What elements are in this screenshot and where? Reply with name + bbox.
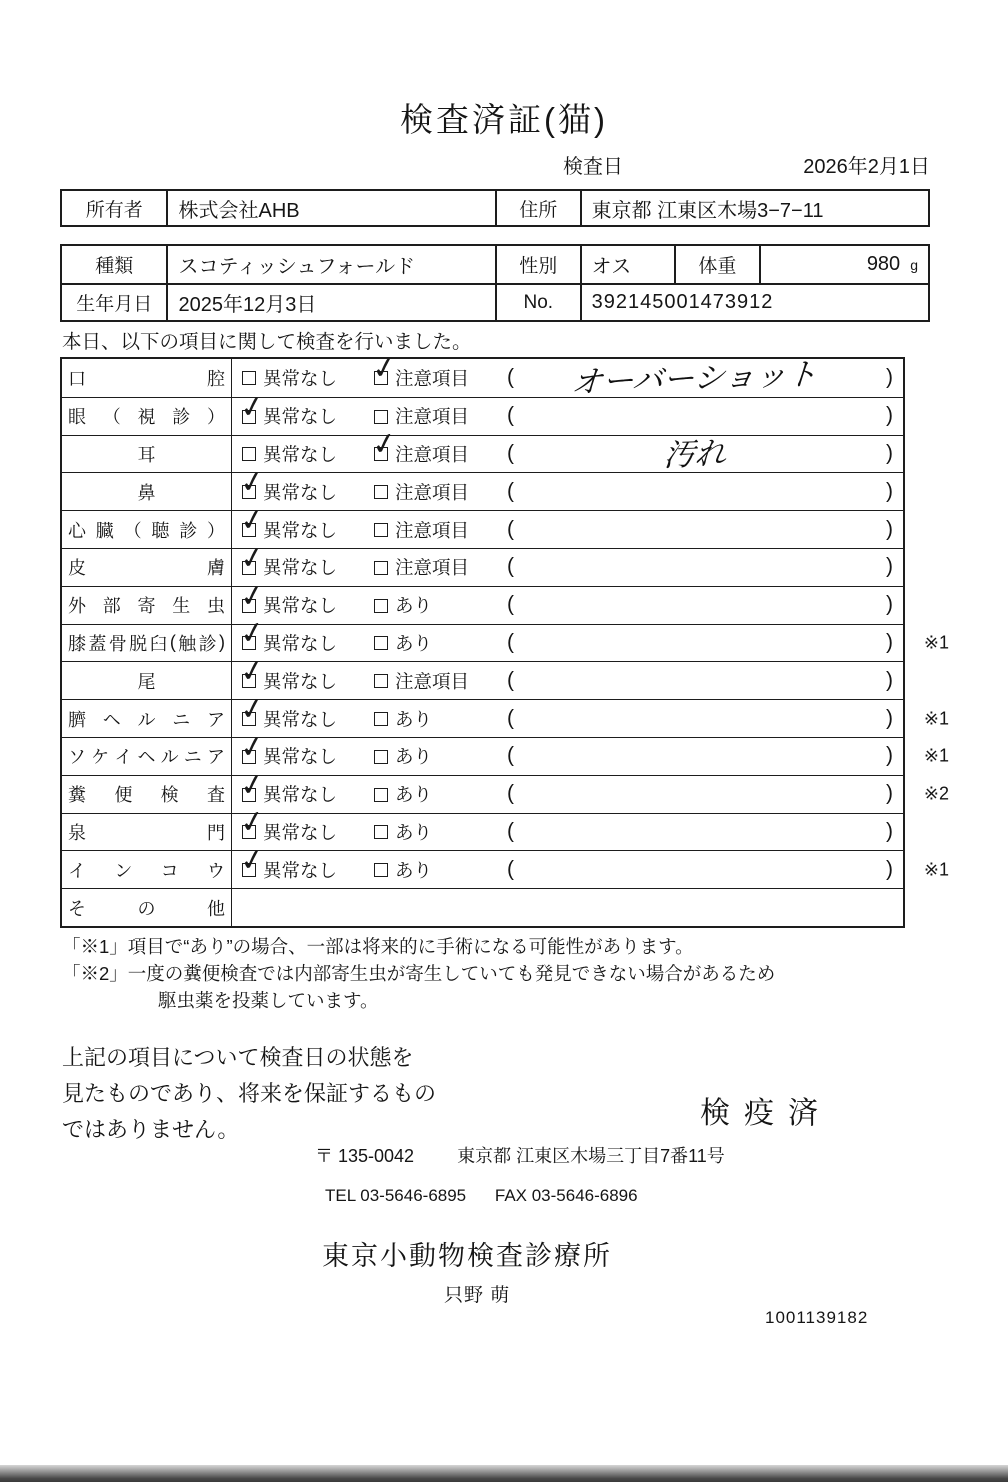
handwritten-note-text: 汚れ (662, 435, 728, 473)
handwritten-checkmark-icon: ✓ (237, 691, 268, 729)
handwritten-checkmark-icon: ✓ (237, 728, 268, 766)
checkbox-option (374, 630, 432, 656)
row-label-char: ソ (68, 747, 86, 768)
inspection-row (62, 728, 949, 775)
clinic-name: 東京小動物検査診療所 (322, 1241, 612, 1271)
checkbox-option-label: あり (395, 595, 433, 617)
checkbox-option (237, 691, 338, 732)
quarantine-stamp: 検疫済 (700, 1097, 832, 1130)
no-label: No. (495, 285, 580, 320)
paren-close: ) (886, 365, 893, 389)
row-label-char: ） (206, 520, 225, 541)
type-value: スコティッシュフォールド (166, 246, 494, 283)
intro-text: 本日、以下の項目に関して検査を行いました。 (62, 331, 472, 353)
checkbox (369, 426, 400, 464)
row-label-char: 聴 (151, 520, 170, 541)
handwritten-checkmark-icon: ✓ (237, 577, 268, 615)
checkbox (237, 502, 268, 540)
owner-label: 所有者 (85, 199, 143, 221)
disclaimer-line-2: 見たものであり、将来を保証するもの (62, 1081, 437, 1106)
paren-close: ) (886, 441, 893, 465)
checkbox (374, 599, 388, 613)
row-label-char: （ (123, 520, 142, 541)
inspection-row (62, 577, 903, 624)
paren-open: ( (507, 706, 514, 730)
row-label (62, 700, 232, 737)
paren-open: ( (507, 403, 514, 427)
row-label-char: 査 (206, 785, 225, 806)
row-label-char: 腔 (207, 368, 225, 389)
inspection-row (62, 615, 949, 662)
row-label (62, 776, 232, 813)
handwritten-checkmark-icon: ✓ (237, 653, 268, 691)
inspection-table (60, 350, 949, 928)
handwritten-checkmark-icon: ✓ (237, 388, 268, 426)
row-label-char: 便 (114, 785, 133, 806)
paren-open: ( (507, 668, 514, 692)
tel-number: TEL 03-5646-6895 (325, 1186, 467, 1205)
checkbox (374, 674, 388, 688)
paren-open: ( (507, 365, 514, 389)
checkbox (237, 804, 268, 842)
paren-close: ) (886, 479, 893, 503)
row-label (62, 738, 232, 775)
row-label-char: ニ (183, 747, 202, 768)
handwritten-checkmark-icon: ✓ (369, 350, 400, 388)
type-label: 種類 (95, 256, 134, 277)
row-label-char: ) (219, 632, 225, 653)
serial-number: 1001139182 (765, 1308, 869, 1327)
row-label-char: 他 (207, 898, 225, 919)
inspection-row (62, 842, 949, 888)
checkbox (374, 863, 388, 877)
paren-open: ( (507, 743, 514, 767)
row-label-char: ( (169, 632, 176, 653)
checkbox-option-label: 異常なし (263, 481, 338, 503)
handwritten-checkmark-icon: ✓ (237, 766, 268, 804)
birth-value: 2025年12月3日 (166, 285, 495, 320)
checkbox-option (374, 668, 469, 694)
clinic-address: 東京都 江東区木場三丁目7番11号 (457, 1146, 725, 1166)
paren-open: ( (507, 857, 514, 881)
row-content (232, 766, 903, 813)
checkbox-option-label: 異常なし (263, 406, 338, 428)
inspection-row (62, 464, 903, 510)
checkbox (374, 636, 388, 650)
row-label: 鼻 (62, 473, 232, 510)
row-label-char: 検 (160, 785, 179, 806)
row-label-char: 視 (137, 407, 156, 428)
checkbox-option (237, 728, 338, 769)
row-label: 尾 (62, 662, 232, 699)
row-label-char: イ (68, 860, 86, 881)
handwritten-checkmark-icon: ✓ (237, 804, 268, 842)
checkbox-option (242, 441, 337, 467)
paren-open: ( (507, 517, 514, 541)
paren-close: ) (886, 592, 893, 616)
checkbox-option-label: 異常なし (263, 746, 338, 768)
row-label-char: ウ (206, 860, 225, 881)
checkbox-option (237, 388, 338, 429)
paren-open: ( (507, 479, 514, 503)
checkbox-option (237, 804, 338, 845)
row-content (232, 502, 903, 548)
inspection-row (62, 502, 903, 548)
checkbox-option-label: 異常なし (263, 821, 338, 843)
disclaimer-line-3: ではありません。 (62, 1117, 240, 1142)
inspection-row (62, 888, 903, 926)
row-label-char: 虫 (207, 596, 225, 617)
checkbox-option-label: 注意項目 (395, 367, 470, 389)
checkbox-option (374, 819, 432, 845)
row-label-char: 臼 (149, 633, 168, 654)
checkbox-option-label: あり (395, 746, 433, 768)
footnote-2-continued: 駆虫薬を投薬しています。 (158, 990, 379, 1011)
row-label-char: ア (207, 709, 225, 730)
row-label (62, 814, 232, 851)
checkbox-option-label: あり (395, 708, 433, 730)
row-label-char: 臍 (68, 709, 86, 730)
paren-close: ) (886, 706, 893, 730)
checkbox-option (374, 857, 432, 883)
checkbox-option-label: 異常なし (263, 519, 338, 541)
inspection-row (62, 426, 903, 473)
checkbox (374, 825, 388, 839)
footer-address-line (315, 1142, 725, 1168)
row-label-char: 皮 (68, 558, 86, 579)
row-label (62, 851, 232, 888)
checkbox-option-label: 異常なし (263, 595, 338, 617)
handwritten-checkmark-icon: ✓ (237, 464, 268, 502)
weight-value: 980 (866, 253, 901, 275)
checkbox-option-label: 異常なし (263, 367, 338, 389)
weight-value-cell (759, 246, 928, 283)
handwritten-checkmark-icon: ✓ (237, 502, 268, 540)
handwritten-checkmark-icon: ✓ (237, 539, 268, 577)
paren-open: ( (507, 781, 514, 805)
row-label-char: 糞 (68, 785, 86, 806)
footnote-2: 「※2」一度の糞便検査では内部寄生虫が寄生していても発見できない場合があるため (62, 963, 776, 984)
checkbox-option-label: 注意項目 (395, 670, 470, 692)
checkbox-option (237, 766, 338, 807)
checkbox-option-label: あり (395, 821, 433, 843)
checkbox (237, 653, 268, 691)
checkbox-option (374, 517, 469, 543)
reference-mark: ※1 (923, 632, 949, 653)
fax-number: FAX 03-5646-6896 (494, 1186, 638, 1205)
paren-open: ( (507, 630, 514, 654)
paren-close: ) (886, 403, 893, 427)
row-label (62, 359, 232, 397)
row-label (62, 625, 232, 662)
no-value: 392145001473912 (580, 285, 928, 320)
checkbox-option-label: 異常なし (263, 557, 338, 579)
checkbox (242, 371, 256, 385)
checkbox-option-label: 異常なし (263, 859, 338, 881)
checkbox (374, 561, 388, 575)
checkbox-option (237, 842, 338, 883)
checkbox-option-label: 注意項目 (395, 557, 470, 579)
checkbox (374, 712, 388, 726)
row-label-char: ア (206, 747, 225, 768)
row-label-char: の (137, 898, 156, 919)
paren-close: ) (886, 630, 893, 654)
birth-label: 生年月日 (76, 294, 153, 315)
checkbox-option (374, 403, 469, 429)
checkbox-option (237, 464, 338, 505)
checkbox-option-label: あり (395, 859, 433, 881)
row-content (232, 691, 903, 737)
row-label-char: 臓 (95, 520, 114, 541)
checkbox-option-label: 異常なし (263, 632, 338, 654)
checkbox (369, 350, 400, 388)
checkbox (374, 485, 388, 499)
row-label-char: ヘ (102, 709, 121, 730)
row-content (232, 577, 903, 624)
checkbox (237, 388, 268, 426)
reference-mark: ※1 (923, 859, 949, 880)
checkbox-option-label: 異常なし (263, 443, 338, 465)
row-label-char: 膝 (68, 633, 86, 654)
row-content (232, 842, 903, 888)
checkbox-option (369, 426, 470, 467)
checkbox-option (237, 653, 338, 694)
inspection-row (62, 653, 903, 699)
checkbox-option (237, 539, 338, 580)
row-label (62, 398, 232, 435)
row-label-char: 門 (207, 822, 225, 843)
row-content (232, 350, 903, 400)
row-label-char: 触 (178, 633, 197, 654)
checkbox-option (237, 577, 338, 618)
inspection-row (62, 350, 903, 400)
row-label-char: ニ (172, 709, 191, 730)
checkbox (237, 728, 268, 766)
checkbox (374, 750, 388, 764)
row-label-char: ヘ (137, 747, 156, 768)
checkbox (237, 842, 268, 880)
footnote-1: 「※1」項目で“あり”の場合、一部は将来的に手術になる可能性があります。 (62, 936, 694, 957)
checkbox-option (237, 502, 338, 543)
inspection-row (62, 539, 903, 586)
checkbox-option-label: 異常なし (263, 784, 338, 806)
sex-value: オス (580, 246, 675, 283)
checkbox-option (374, 479, 469, 505)
handwritten-note-text: オーバーショット (570, 356, 820, 400)
row-label-char: 診 (179, 520, 198, 541)
row-content (232, 539, 903, 586)
checkbox-option (242, 365, 337, 391)
row-label-char: 生 (172, 596, 191, 617)
row-label-char: 膚 (207, 558, 225, 579)
checkbox-option (374, 743, 432, 769)
owner-row (62, 191, 928, 225)
handwritten-note (522, 353, 868, 398)
paren-close: ) (886, 743, 893, 767)
row-label-char: 心 (68, 520, 86, 541)
handwritten-checkmark-icon: ✓ (237, 842, 268, 880)
owner-value: 株式会社AHB (166, 191, 495, 225)
row-label (62, 511, 232, 548)
paren-close: ) (886, 554, 893, 578)
paren-close: ) (886, 819, 893, 843)
checkbox-option-label: 注意項目 (395, 443, 470, 465)
paren-open: ( (507, 819, 514, 843)
checkbox (237, 464, 268, 502)
row-label-char: 寄 (137, 596, 156, 617)
checkbox (237, 691, 268, 729)
sex-label: 性別 (495, 246, 580, 283)
row-label-char: 口 (68, 368, 86, 389)
disclaimer (62, 1040, 436, 1148)
type-row (62, 246, 928, 283)
examiner-name: 只野 萌 (444, 1285, 511, 1306)
row-label-char: そ (68, 898, 86, 919)
row-label (62, 549, 232, 586)
checkbox-option (374, 706, 432, 732)
footnotes (62, 933, 775, 1014)
row-label-char: 部 (102, 596, 121, 617)
row-label-char: ル (137, 709, 156, 730)
address-value: 東京都 江東区木場3−7−11 (580, 191, 928, 225)
checkbox (237, 539, 268, 577)
row-content (232, 426, 903, 473)
row-label: 耳 (62, 436, 232, 473)
footer-tel-line (325, 1186, 638, 1206)
inspection-row (62, 804, 903, 851)
checkbox-option-label: あり (395, 632, 433, 654)
inspection-date-value: 2026年2月1日 (803, 156, 930, 178)
handwritten-checkmark-icon: ✓ (369, 426, 400, 464)
checkbox-option-label: あり (395, 784, 433, 806)
page-title: 検査済証(猫) (400, 101, 608, 138)
row-label-char: ル (160, 747, 179, 768)
animal-info-table (60, 244, 930, 322)
checkbox (237, 577, 268, 615)
row-content (232, 728, 903, 775)
handwritten-note (522, 429, 868, 474)
paren-close: ) (886, 781, 893, 805)
owner-table (60, 189, 930, 227)
row-content (232, 464, 903, 510)
postal-code: 〒 135-0042 (315, 1146, 415, 1166)
row-label (62, 889, 232, 926)
row-content (232, 804, 903, 851)
checkbox-option (374, 554, 469, 580)
checkbox-option-label: 注意項目 (395, 406, 470, 428)
checkbox (237, 615, 268, 653)
inspection-row (62, 691, 949, 737)
row-label (62, 587, 232, 624)
weight-label: 体重 (674, 246, 759, 283)
row-label-char: 脱 (129, 633, 148, 654)
row-label-char: ） (207, 407, 225, 428)
checkbox-option (374, 781, 432, 807)
row-label-char: コ (160, 860, 179, 881)
checkbox-option (237, 615, 338, 656)
inspection-date-label: 検査日 (563, 156, 623, 178)
paren-close: ) (886, 668, 893, 692)
checkbox (242, 447, 256, 461)
row-label-char: 診 (172, 407, 191, 428)
checkbox (237, 766, 268, 804)
checkbox-option-label: 異常なし (263, 708, 338, 730)
checkbox-option-label: 異常なし (263, 670, 338, 692)
row-content (232, 889, 903, 926)
row-label-char: 泉 (68, 822, 86, 843)
row-label-char: 骨 (108, 633, 127, 654)
disclaimer-line-1: 上記の項目について検査日の状態を (62, 1045, 414, 1070)
paren-close: ) (886, 857, 893, 881)
weight-unit: g (910, 256, 918, 273)
reference-mark: ※1 (923, 745, 949, 766)
scan-edge-shadow (0, 1465, 1008, 1482)
checkbox-option-label: 注意項目 (395, 481, 470, 503)
row-label-char: イ (114, 747, 133, 768)
checkbox (374, 788, 388, 802)
paren-open: ( (507, 441, 514, 465)
handwritten-checkmark-icon: ✓ (237, 615, 268, 653)
checkbox-option (374, 592, 432, 618)
checkbox-option-label: 注意項目 (395, 519, 470, 541)
paren-close: ) (886, 517, 893, 541)
reference-mark: ※2 (923, 783, 949, 804)
row-label-char: 眼 (68, 407, 86, 428)
row-label-char: 診 (198, 633, 217, 654)
row-label-char: 蓋 (88, 633, 107, 654)
row-label-char: 外 (68, 596, 86, 617)
reference-mark: ※1 (923, 708, 949, 729)
checkbox-option (369, 350, 470, 391)
address-label: 住所 (495, 191, 580, 225)
birth-row (62, 283, 928, 320)
checkbox (374, 523, 388, 537)
checkbox (374, 410, 388, 424)
paren-open: ( (507, 554, 514, 578)
row-label-char: ケ (91, 747, 110, 768)
row-content (232, 615, 903, 662)
inspection-row (62, 766, 949, 813)
row-content (232, 653, 903, 699)
paren-open: ( (507, 592, 514, 616)
row-label-char: （ (102, 407, 121, 428)
row-label-char: ン (114, 860, 133, 881)
